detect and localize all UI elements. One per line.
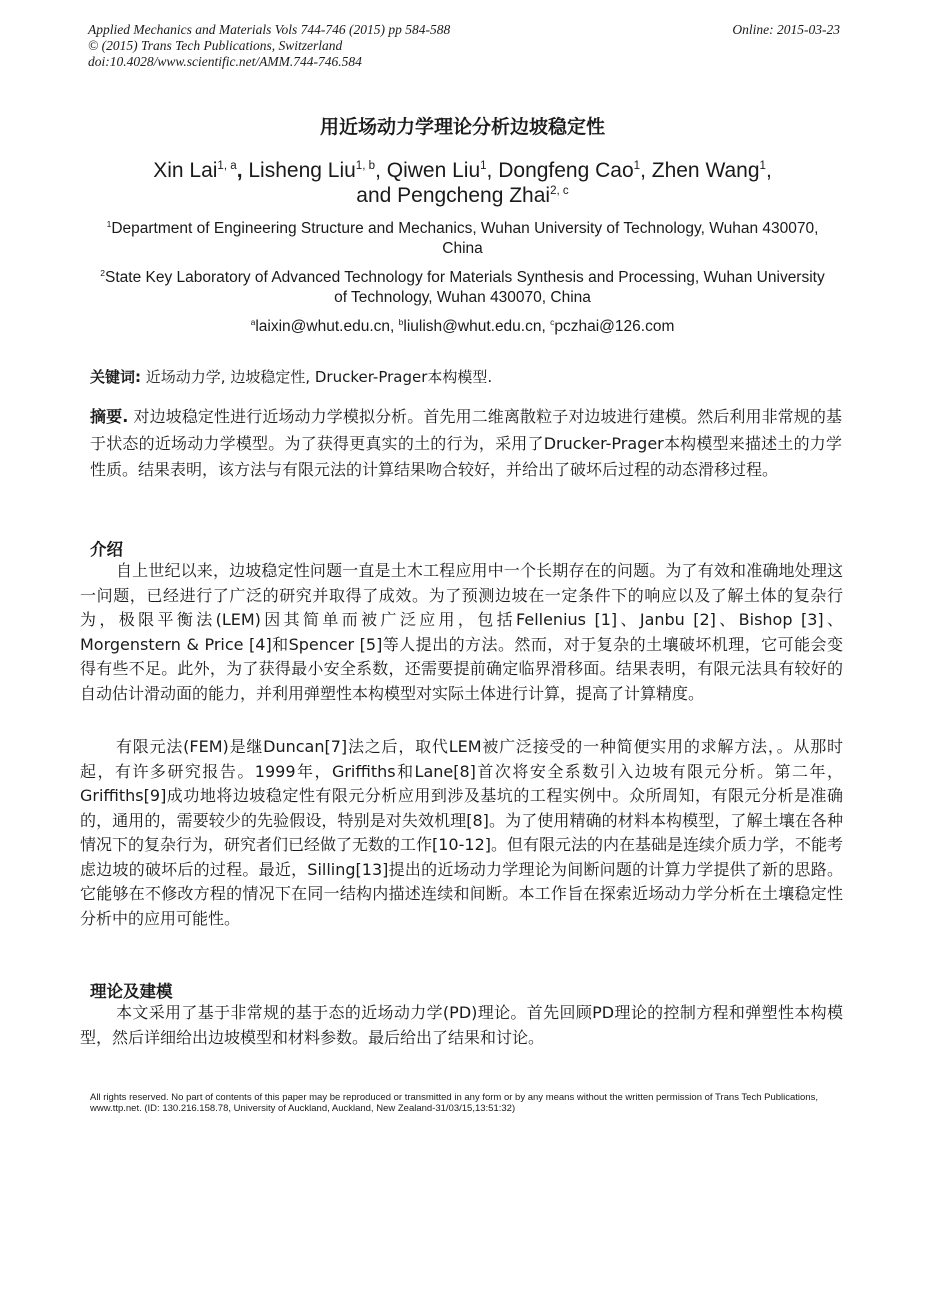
paper-title: 用近场动力学理论分析边坡稳定性	[319, 116, 605, 138]
author-affiliation-mark: 1, b	[355, 160, 376, 172]
page-header	[88, 22, 840, 70]
email-address[interactable]: liulish@whut.edu.cn	[403, 318, 542, 335]
email-address[interactable]: laixin@whut.edu.cn	[255, 318, 391, 335]
keywords-text: 近场动力学, 边坡稳定性, Drucker-Prager本构模型.	[145, 368, 493, 386]
email-address[interactable]: pczhai@126.com	[554, 318, 675, 335]
email-mark: c	[550, 316, 555, 327]
section-title-theory: 理论及建模	[90, 982, 173, 1001]
author-affiliation-mark: 1	[480, 160, 487, 172]
section-title-intro: 介绍	[90, 540, 123, 559]
abstract-text: 对边坡稳定性进行近场动力学模拟分析。首先用二维离散粒子对边坡进行建模。然后利用非常规的基于状态的近场动力学模型。为了获得更真实的土的行为，采用了Drucker-Prager本构模型来描述土的力学性质。结果表明，该方法与有限元法的计算结果吻合较好，并给出了破坏后过程的动态滑移过程。	[90, 407, 842, 479]
affiliation-1	[96, 219, 829, 259]
abstract-label: 摘要.	[90, 407, 129, 426]
author-affiliation-mark: 1	[759, 160, 766, 172]
author-name: Xin Lai	[153, 159, 218, 182]
online-date: Online: 2015-03-23	[732, 22, 840, 37]
affiliation-mark: 1	[106, 218, 112, 229]
email-list: $^a$laixin@whut.edu.cn, $^b$liulish@whut.edu.cn, $^c$pczhai@126.com	[250, 316, 675, 335]
author-name: Dongfeng Cao	[498, 159, 634, 182]
intro-paragraph-2: 有限元法(FEM)是继Duncan[7]法之后，取代LEM被广泛接受的一种简便实用的求解方法，。从那时起，有许多研究报告。1999年，Griffiths和Lane[8]首次将安全系数引入边坡有限元分析。第二年，Griffiths[9]成功地将边坡稳定性有限元分析应用到涉及基坑的工程实例中。众所周知，有限元分析是准确的，通用的，需要较少的先验假设，特别是对失效机理[8]。为了使用精确的材料本构模型，了解土壤在各种情况下的复杂行为，研究者们已经做了无数的工作[10-12]。但有限元法的内在基础是连续介质力学，不能考虑边坡的破坏后的过程。最近，Silling[13]提出的近场动力学理论为间断问题的计算力学提供了新的思路。它能够在不修改方程的情况下在同一结构内描述连续和间断。本工作旨在探索近场动力学分析在土壤稳定性分析中的应用可能性。	[80, 737, 843, 928]
author-affiliation-mark: 1, a	[217, 160, 237, 172]
keywords	[90, 366, 492, 387]
author-affiliation-mark: 1	[633, 160, 641, 172]
affiliation-text: State Key Laboratory of Advanced Technology for Materials Synthesis and Processing, Wuhan University of Technology, Wuhan 430070, China	[105, 269, 825, 306]
author-name: Qiwen Liu	[386, 159, 481, 182]
affiliation-text: Department of Engineering Structure and Mechanics, Wuhan University of Technology, Wuhan 430070, China	[111, 220, 819, 257]
email-mark: a	[250, 316, 256, 327]
affiliation-2	[96, 268, 829, 308]
affiliation-mark: 2	[100, 267, 106, 278]
journal-citation: Applied Mechanics and Materials Vols 744-746 (2015) pp 584-588	[88, 22, 451, 37]
author-list: Xin Lai$^{1, a}$, Lisheng Liu$^{1, b}$, Qiwen Liu$^1$, Dongfeng Cao$^1$, Zhen Wang$^1$, and Pengcheng Zhai$^{2, c}$	[153, 159, 772, 207]
author-affiliation-mark: 2, c	[550, 185, 569, 197]
doi-line: doi:10.4028/www.scientific.net/AMM.744-746.584	[88, 54, 362, 69]
intro-paragraph-1: 自上世纪以来，边坡稳定性问题一直是土木工程应用中一个长期存在的问题。为了有效和准确地处理这一问题，已经进行了广泛的研究并取得了成效。为了预测边坡在一定条件下的响应以及了解土体的复杂行为，极限平衡法(LEM)因其简单而被广泛应用，包括Fellenius [1]、Janbu [2]、Bishop [3]、Morgenstern & Price [4]和Spencer [5]等人提出的方法。然而，对于复杂的土壤破坏机理，它可能会变得有些不足。此外，为了获得最小安全系数，还需要提前确定临界滑移面。结果表明，有限元法具有较好的自动估计滑动面的能力，并利用弹塑性本构模型对实际土体进行计算，提高了计算精度。	[80, 561, 843, 703]
email-mark: b	[398, 316, 404, 327]
author-name: Lisheng Liu	[248, 159, 356, 182]
copyright-footer: All rights reserved. No part of contents of this paper may be reproduced or transmitted in any form or by any means without the written permission of Trans Tech Publications, www.ttp.net. (ID: 130.216.158.78, University of Auckland, Auckland, New Zealand-31/03/15,13:51:32)	[90, 1092, 818, 1114]
author-name: and Pengcheng Zhai	[356, 184, 551, 207]
keywords-label: 关键词:	[90, 368, 141, 386]
theory-paragraph-1: 本文采用了基于非常规的基于态的近场动力学(PD)理论。首先回顾PD理论的控制方程和弹塑性本构模型，然后详细给出边坡模型和材料参数。最后给出了结果和讨论。	[80, 1003, 843, 1047]
author-name: Zhen Wang	[651, 159, 760, 182]
copyright-line: © (2015) Trans Tech Publications, Switzerland	[88, 38, 343, 53]
abstract	[90, 404, 842, 484]
